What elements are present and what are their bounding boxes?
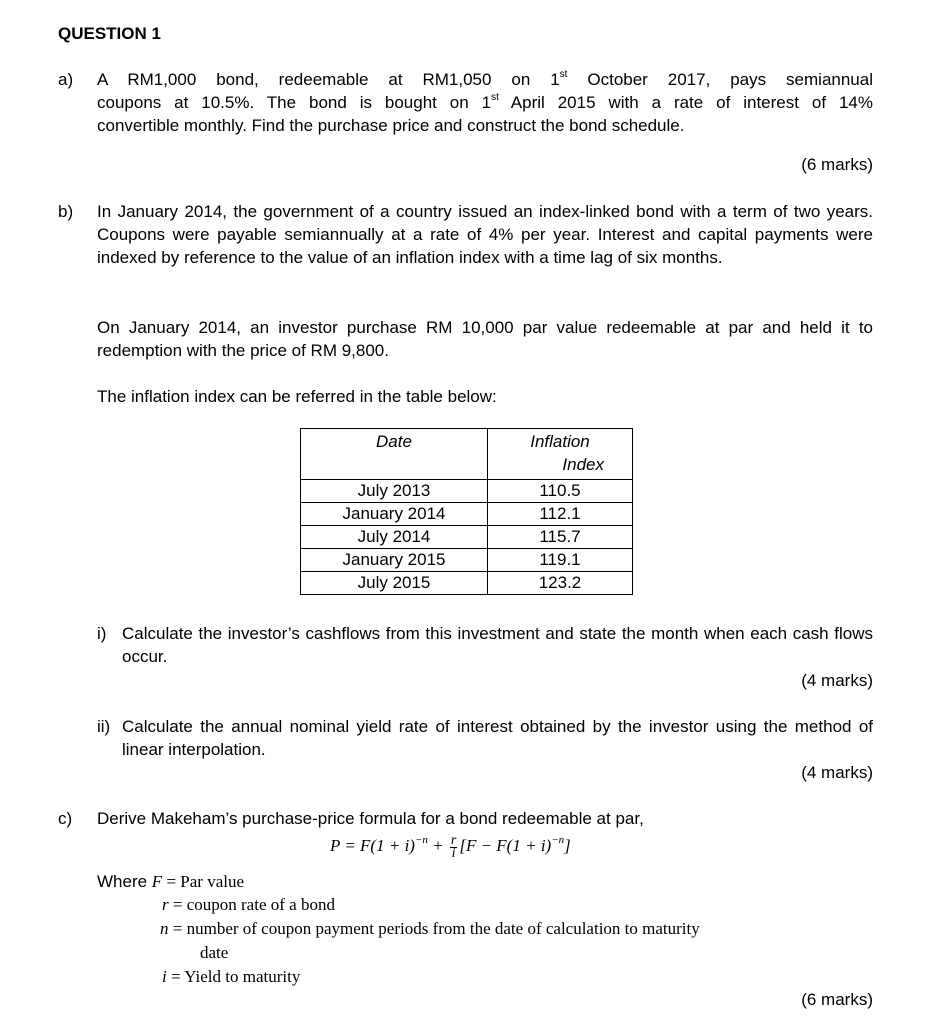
part-b-para1: In January 2014, the government of a country issued an index-linked bond with a term of two years. Coupons were payable semiannually at a rate of 4% per year. Interest and capital payments were indexed by reference to the value of an inflation index with a time lag of six months.	[97, 202, 873, 267]
part-b-ii-marks: (4 marks)	[801, 763, 873, 782]
table-row: July 2015 123.2	[301, 572, 633, 595]
part-c-text: Derive Makeham’s purchase-price formula for a bond redeemable at par,	[97, 809, 644, 828]
definition-r: r = coupon rate of a bond	[162, 895, 335, 914]
definition-f: Where F = Par value	[97, 872, 245, 891]
part-b-i-marks: (4 marks)	[801, 671, 873, 690]
table-row: January 2014 112.1	[301, 503, 633, 526]
part-a-marks: (6 marks)	[801, 155, 873, 174]
makeham-formula: $P = F(1 + i)^{-n}$ + $\frac{r}{i}$ $[F - F(1 + i)^{-n}]$	[330, 832, 571, 861]
table-row: July 2014 115.7	[301, 526, 633, 549]
part-b-para3: The inflation index can be referred in the table below:	[97, 387, 497, 406]
inflation-index-table	[300, 428, 633, 595]
definition-i: i = Yield to maturity	[162, 967, 301, 986]
part-c-marks: (6 marks)	[801, 990, 873, 1009]
part-a-label: a)	[58, 70, 74, 89]
table-row: January 2015 119.1	[301, 549, 633, 572]
question-title: QUESTION 1	[58, 24, 161, 43]
part-a-text: A RM1,000 bond, redeemable at RM1,050 on 1st October 2017, pays semiannual coupons at 10.5%. The bond is bought on 1st April 2015 with a rate of interest of 14% convertible monthly. Find the purchase price and construct the bond schedule.	[97, 69, 873, 135]
table-row: July 2013 110.5	[301, 480, 633, 503]
part-b-para2: On January 2014, an investor purchase RM 10,000 par value redeemable at par and held it to redemption with the price of RM 9,800.	[97, 318, 873, 360]
part-b-i-text: Calculate the investor’s cashflows from this investment and state the month when each cash flows occur.	[122, 624, 873, 666]
part-b-ii-text: Calculate the annual nominal yield rate of interest obtained by the investor using the method of linear interpolation.	[122, 717, 873, 759]
part-b-i-label: i)	[97, 624, 107, 643]
table-header-index: Inflation Index	[488, 429, 633, 480]
part-b-ii-label: ii)	[97, 717, 111, 736]
part-b-label: b)	[58, 202, 74, 221]
definition-n: n = number of coupon payment periods from the date of calculation to maturity	[160, 919, 700, 938]
part-c-label: c)	[58, 809, 73, 828]
table-header-date: Date	[301, 429, 488, 480]
definition-n-cont: date	[200, 943, 229, 962]
